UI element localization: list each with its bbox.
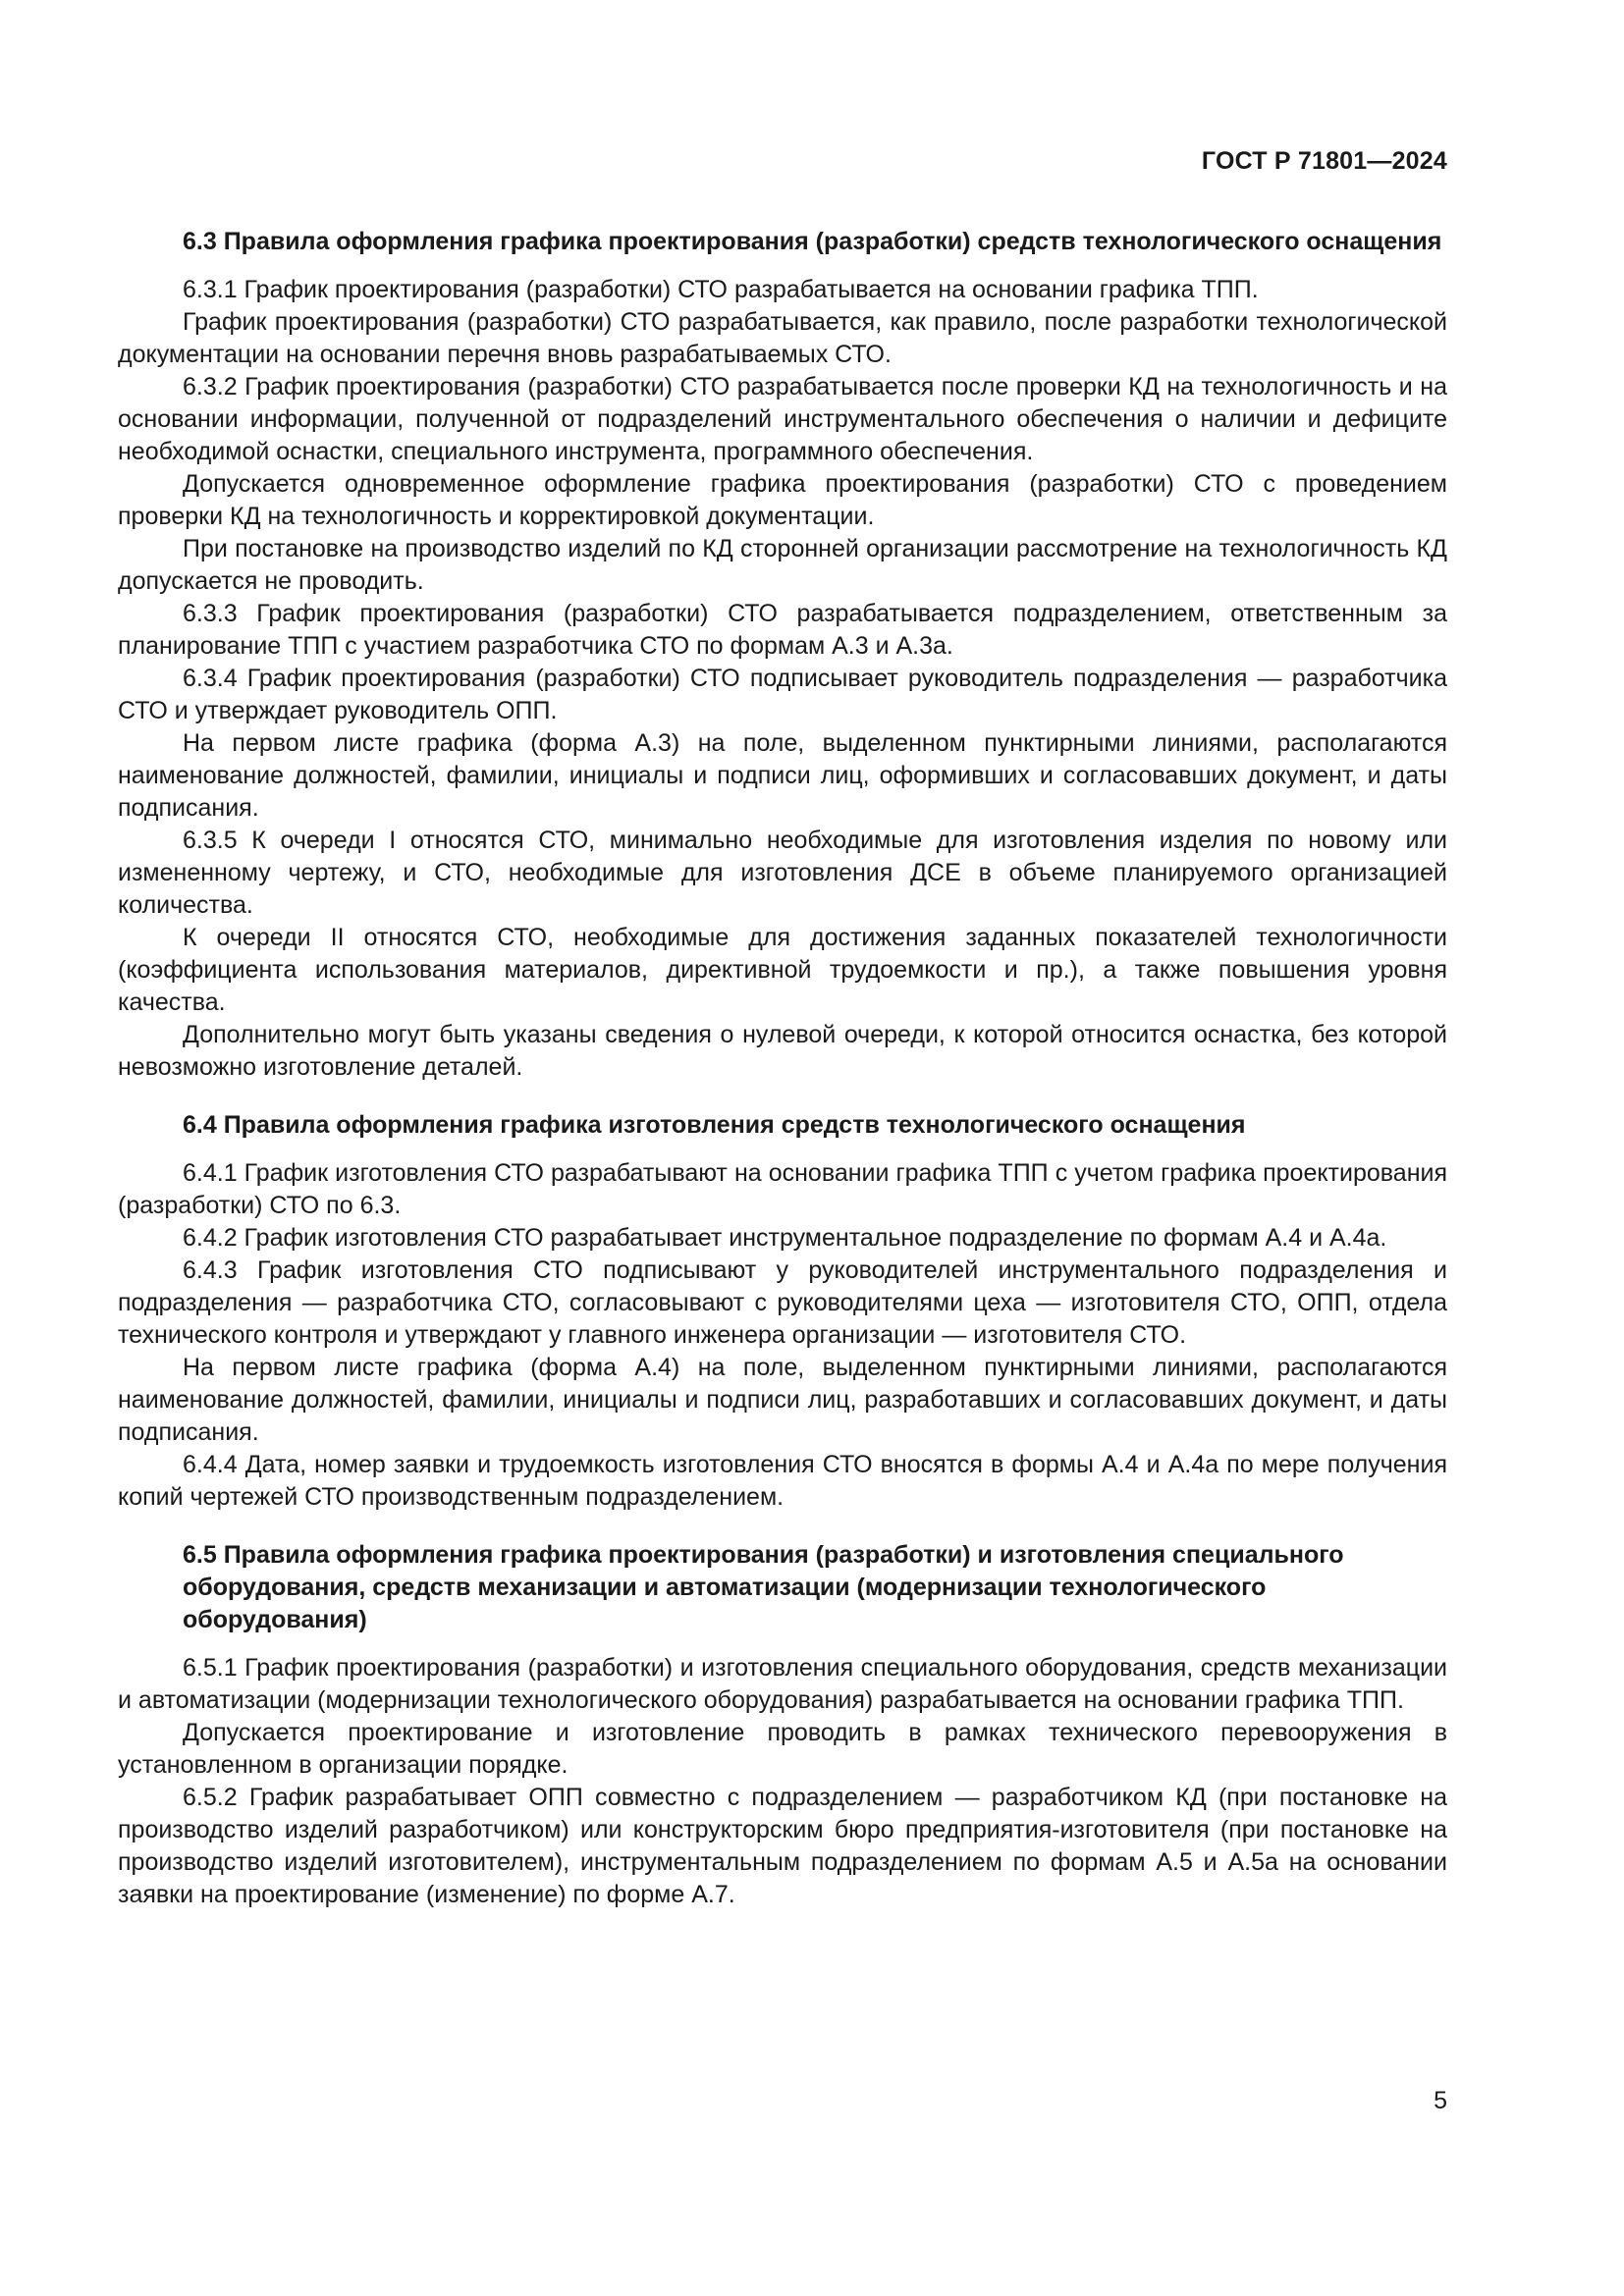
section-title-6-5: 6.5 Правила оформления графика проектирования (разработки) и изготовления специального оборудования, средств механизации и автоматизации (модернизации технологического оборудования) (183, 1541, 1344, 1633)
paragraph: 6.4.1 График изготовления СТО разрабатывают на основании графика ТПП с учетом графика проектирования (разработки) СТО по 6.3. (118, 1159, 1447, 1219)
paragraph: График проектирования (разработки) СТО разрабатывается, как правило, после разработки технологической документации на основании перечня вновь разрабатываемых СТО. (118, 308, 1447, 368)
section-title-6-4: 6.4 Правила оформления графика изготовления средств технологического оснащения (183, 1111, 1246, 1139)
document-header: ГОСТ Р 71801—2024 (1201, 147, 1447, 175)
paragraph: 6.3.5 К очереди I относятся СТО, минимально необходимые для изготовления изделия по новому или измененному чертежу, и СТО, необходимые для изготовления ДСЕ в объеме планируемого организацией количества. (118, 827, 1447, 919)
section-spacer (118, 1084, 1447, 1109)
section-spacer (118, 1514, 1447, 1539)
paragraph: 6.5.2 График разрабатывает ОПП совместно с подразделением — разработчиком КД (при постановке на производство изделий разработчиком) или конструкторским бюро предприятия-изготовителя (при постановке на производство изделий изготовителем), инструментальным подразделением по формам А.5 и А.5а на основании заявки на проектирование (изменение) по форме А.7. (118, 1784, 1447, 1908)
paragraph: Допускается проектирование и изготовление проводить в рамках технического перевооружения в установленном в организации порядке. (118, 1719, 1447, 1779)
page-number: 5 (1434, 2087, 1447, 2114)
section-title-6-3: 6.3 Правила оформления графика проектирования (разработки) средств технологического оснащения (183, 228, 1442, 255)
paragraph: На первом листе графика (форма А.3) на поле, выделенном пунктирными линиями, располагаются наименование должностей, фамилии, инициалы и подписи лиц, оформивших и согласовавших документ, и даты подписания. (118, 729, 1447, 822)
document-body (118, 226, 1447, 1911)
paragraph: 6.5.1 График проектирования (разработки) и изготовления специального оборудования, средств механизации и автоматизации (модернизации технологического оборудования) разрабатывается на основании графика ТПП. (118, 1654, 1447, 1714)
paragraph: 6.4.4 Дата, номер заявки и трудоемкость изготовления СТО вносятся в формы А.4 и А.4а по мере получения копий чертежей СТО производственным подразделением. (118, 1451, 1447, 1511)
paragraph: 6.3.2 График проектирования (разработки) СТО разрабатывается после проверки КД на технологичность и на основании информации, полученной от подразделений инструментального обеспечения о наличии и дефиците необходимой оснастки, специального инструмента, программного обеспечения. (118, 373, 1447, 465)
paragraph: 6.4.3 График изготовления СТО подписывают у руководителей инструментального подразделения и подразделения — разработчика СТО, согласовывают с руководителями цеха — изготовителя СТО, ОПП, отдела технического контроля и утверждают у главного инженера организации — изготовителя СТО. (118, 1256, 1447, 1349)
paragraph: 6.3.3 График проектирования (разработки) СТО разрабатывается подразделением, ответственным за планирование ТПП с участием разработчика СТО по формам А.3 и А.3а. (118, 600, 1447, 660)
paragraph: При постановке на производство изделий по КД сторонней организации рассмотрение на технологичность КД допускается не проводить. (118, 535, 1447, 595)
paragraph: На первом листе графика (форма А.4) на поле, выделенном пунктирными линиями, располагаются наименование должностей, фамилии, инициалы и подписи лиц, разработавших и согласовавших документ, и даты подписания. (118, 1354, 1447, 1446)
paragraph: Дополнительно могут быть указаны сведения о нулевой очереди, к которой относится оснастка, без которой невозможно изготовление деталей. (118, 1021, 1447, 1081)
paragraph: 6.3.1 График проектирования (разработки) СТО разрабатывается на основании графика ТПП. (183, 276, 1259, 303)
paragraph: Допускается одновременное оформление графика проектирования (разработки) СТО с проведением проверки КД на технологичность и корректировкой документации. (118, 470, 1447, 530)
paragraph: К очереди II относятся СТО, необходимые для достижения заданных показателей технологичности (коэффициента использования материалов, директивной трудоемкости и пр.), а также повышения уровня качества. (118, 924, 1447, 1016)
paragraph: 6.3.4 График проектирования (разработки) СТО подписывает руководитель подразделения — разработчика СТО и утверждает руководитель ОПП. (118, 665, 1447, 724)
paragraph: 6.4.2 График изготовления СТО разрабатывает инструментальное подразделение по формам А.4 и А.4а. (183, 1224, 1387, 1252)
